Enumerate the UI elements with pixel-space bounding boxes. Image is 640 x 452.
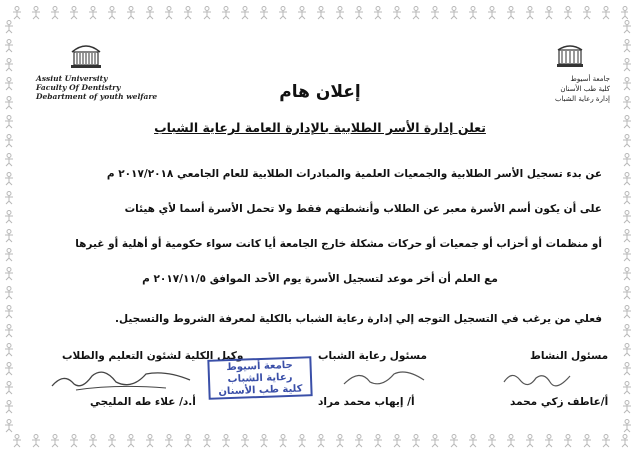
signature-scribble-youth [340,366,430,390]
header-english-line-1: Assiut University [36,74,108,83]
body-line-5: فعلي من يرغب في التسجيل التوجه إلي إدارة رعاية الشباب بالكلية لمعرفة الشروط والتسجيل. [115,313,602,325]
faculty-logo-icon [550,40,590,70]
header-arabic-line-3: إدارة رعاية الشباب [554,95,610,103]
decorative-border-bottom [12,434,628,448]
stamp-line-3: كلية طب الأسنان [218,383,303,398]
signature-name-vice-dean: أ.د/ علاء طه المليجي [90,396,196,408]
signature-name-activity: أ/عاطف زكي محمد [510,396,609,408]
page-title: إعلان هام [279,82,361,102]
official-stamp [207,356,312,400]
header-arabic-line-1: جامعة أسيوط [570,75,610,83]
decorative-border-top [12,6,628,20]
signature-scribble-activity [500,366,580,390]
signature-scribble-vice-dean [46,366,196,394]
header-english-line-3: Debartment of youth welfare [36,92,158,101]
signature-title-activity: مسئول النشاط [530,350,609,362]
signature-name-youth: أ/ إيهاب محمد مراد [318,396,415,408]
header-arabic-line-2: كلية طب الأسنان [560,85,610,93]
body-line-3: أو منظمات أو أحزاب أو جمعيات أو حركات مشكلة خارج الجامعة أيا كانت سواء حكومية أو أهلية أو غيرها [75,238,602,250]
stamp-line-2: رعاية الشباب [227,371,293,386]
signature-title-vice-dean: وكيل الكلية لشئون التعليم والطلاب [62,350,244,362]
body-line-4: مع العلم أن أخر موعد لتسجيل الأسرة يوم الأحد الموافق ٢٠١٧/١١/٥ م [142,273,498,285]
stamp-line-1: جامعة أسيوط [226,359,293,374]
header-english-line-2: Faculty Of Dentistry [36,83,121,92]
signature-title-youth: مسئول رعاية الشباب [318,350,427,362]
body-line-1: عن بدء تسجيل الأسر الطلابية والجمعيات العلمية والمبادرات الطلابية للعام الجامعي ٢٠١٧/٢٠١٨ م [106,168,602,180]
body-line-2: على أن يكون أسم الأسرة معبر عن الطلاب وأنشطتهم فقط ولا تحمل الأسرة أسما لأي هيئات [124,203,602,215]
announcement-subtitle: تعلن إدارة الأسر الطلابية بالإدارة العامة لرعاية الشباب [154,120,486,135]
university-logo-icon [66,40,106,70]
